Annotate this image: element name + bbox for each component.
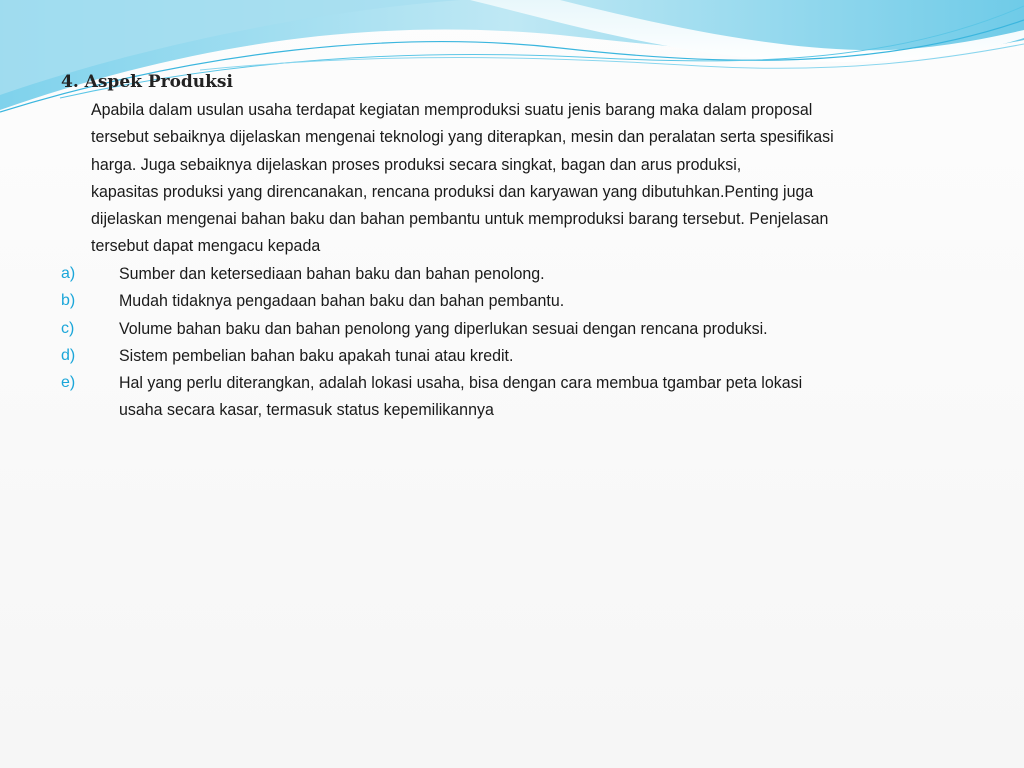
list-item-line: Sumber dan ketersediaan bahan baku dan bahan penolong. [119, 264, 545, 283]
list-item-text [119, 287, 979, 314]
paragraph-line: harga. Juga sebaiknya dijelaskan proses produksi secara singkat, bagan dan arus produksi, [91, 154, 742, 174]
list-marker: e) [61, 374, 76, 392]
list-item-line: Volume bahan baku dan bahan penolong yang diperlukan sesuai dengan rencana produksi. [119, 318, 768, 338]
list-item-line: usaha secara kasar, termasuk status kepemilikannya [119, 400, 494, 420]
section-heading: 4. Aspek Produksi [61, 72, 233, 92]
list-marker: b) [61, 292, 76, 310]
list-item-text [119, 369, 979, 424]
list-item-line: Mudah tidaknya pengadaan bahan baku dan bahan pembantu. [119, 291, 565, 311]
list-item-line: Hal yang perlu diterangkan, adalah lokasi usaha, bisa dengan cara membua tgambar peta lokasi [119, 373, 803, 393]
list-item-line: Sistem pembelian bahan baku apakah tunai atau kredit. [119, 345, 514, 365]
paragraph-line: dijelaskan mengenai bahan baku dan bahan pembantu untuk memproduksi barang tersebut. Penjelasan [91, 209, 829, 229]
list-item-text [119, 260, 979, 287]
paragraph-line: tersebut sebaiknya dijelaskan mengenai teknologi yang diterapkan, mesin dan peralatan serta spesifikasi [91, 127, 834, 147]
list-marker: a) [61, 265, 76, 282]
list-marker: c) [61, 319, 75, 337]
paragraph-line: tersebut dapat mengacu kepada [91, 236, 321, 256]
list-item-text [119, 315, 979, 342]
list-marker: d) [61, 346, 76, 364]
intro-paragraph [91, 96, 971, 260]
paragraph-line: Apabila dalam usulan usaha terdapat kegiatan memproduksi suatu jenis barang maka dalam proposal [91, 100, 813, 119]
list-item-text [119, 342, 979, 369]
paragraph-line: kapasitas produksi yang direncanakan, rencana produksi dan karyawan yang dibutuhkan.Penting juga [91, 181, 814, 201]
